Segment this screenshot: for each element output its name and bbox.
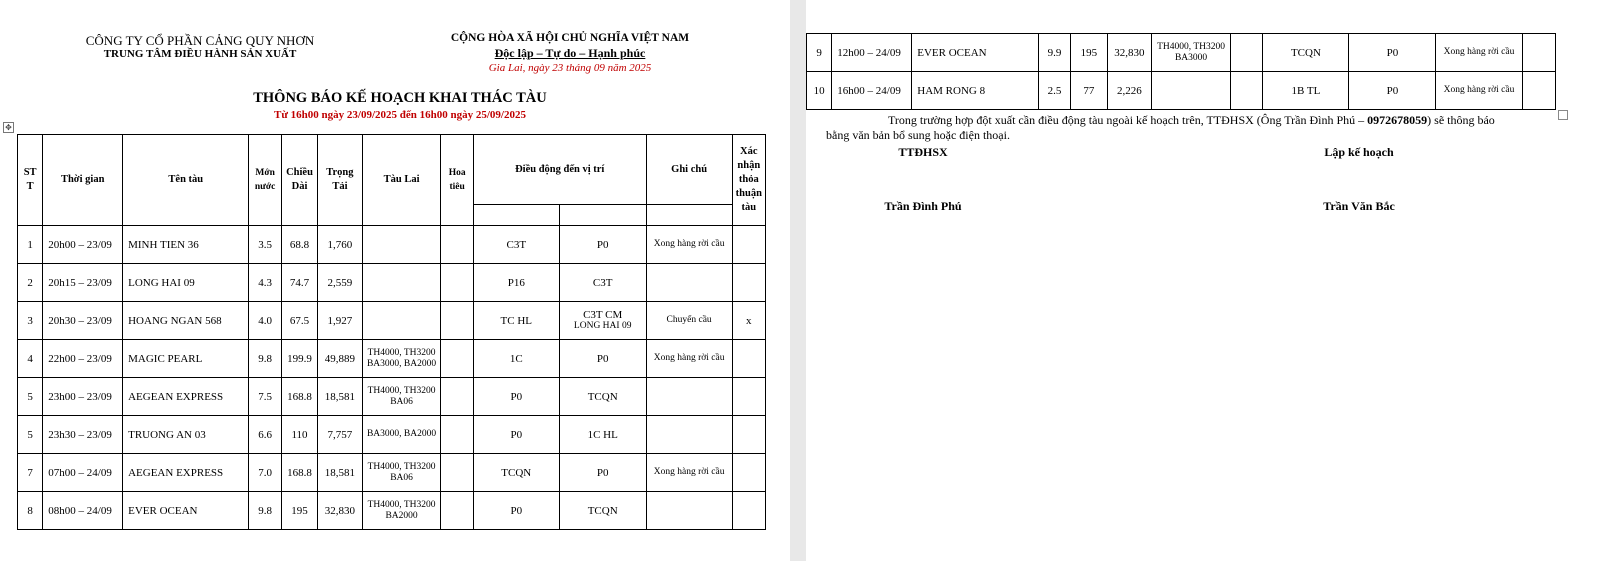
- header-note-sub: [646, 205, 732, 226]
- table-row: [18, 302, 766, 340]
- cell-dwt: 1,760: [318, 226, 362, 264]
- company-name: CÔNG TY CỔ PHẦN CẢNG QUY NHƠN: [85, 33, 315, 48]
- cell-tug: TH4000, TH3200 BA06: [362, 454, 441, 492]
- cell-to: P0: [1349, 72, 1436, 110]
- cell-from: TC HL: [473, 302, 559, 340]
- department-name: TRUNG TÂM ĐIỀU HÀNH SẢN XUẤT: [103, 48, 297, 60]
- cell-dwt: 1,927: [318, 302, 362, 340]
- cell-tug: TH4000, TH3200 BA06: [362, 378, 441, 416]
- table-row: [807, 72, 1556, 110]
- national-header: [430, 31, 710, 75]
- cell-vessel: AEGEAN EXPRESS: [123, 378, 249, 416]
- header-dwt: Trọng Tải: [318, 135, 362, 226]
- header-vessel: Tên tàu: [123, 135, 249, 226]
- signature-left-title: TTĐHSX: [898, 145, 948, 159]
- table-row: [18, 264, 766, 302]
- cell-vessel: MAGIC PEARL: [123, 340, 249, 378]
- document-page-1: [0, 0, 790, 561]
- header-note: Ghi chú: [646, 135, 732, 205]
- cell-confirm: [732, 454, 765, 492]
- header-move-to: [559, 205, 646, 226]
- cell-note: Xong hàng rời cầu: [1436, 34, 1522, 72]
- header-time: Thời gian: [43, 135, 123, 226]
- cell-time: 12h00 – 24/09: [832, 34, 912, 72]
- cell-confirm: x: [732, 302, 765, 340]
- header-length: Chiều Dài: [281, 135, 317, 226]
- cell-time: 22h00 – 23/09: [43, 340, 123, 378]
- cell-to: P0: [559, 226, 646, 264]
- cell-confirm: [1522, 34, 1555, 72]
- cell-to: P0: [559, 454, 646, 492]
- cell-from: P16: [473, 264, 559, 302]
- cell-pilot: [441, 264, 473, 302]
- cell-dwt: 18,581: [318, 454, 362, 492]
- signature-right-name: Trần Văn Bắc: [1323, 199, 1395, 213]
- cell-time: 23h00 – 23/09: [43, 378, 123, 416]
- cell-vessel: HAM RONG 8: [912, 72, 1039, 110]
- cell-draft: 6.6: [249, 416, 281, 454]
- cell-draft: 7.5: [249, 378, 281, 416]
- cell-pilot: [1231, 72, 1263, 110]
- cell-draft: 4.3: [249, 264, 281, 302]
- cell-note: Xong hàng rời cầu: [646, 226, 732, 264]
- note-phone: 0972678059: [1367, 113, 1428, 127]
- cell-tug: BA3000, BA2000: [362, 416, 441, 454]
- cell-stt: 1: [18, 226, 43, 264]
- cell-length: 74.7: [281, 264, 317, 302]
- table-row: [18, 226, 766, 264]
- cell-tug: [362, 302, 441, 340]
- table-row: [18, 492, 766, 530]
- cell-to: TCQN: [559, 378, 646, 416]
- cell-pilot: [441, 492, 473, 530]
- cell-time: 08h00 – 24/09: [43, 492, 123, 530]
- cell-pilot: [441, 302, 473, 340]
- cell-pilot: [441, 226, 473, 264]
- cell-from: P0: [473, 416, 559, 454]
- cell-note: Xong hàng rời cầu: [1436, 72, 1522, 110]
- cell-from: TCQN: [473, 454, 559, 492]
- cell-tug: [1152, 72, 1231, 110]
- cell-draft: 9.8: [249, 340, 281, 378]
- cell-stt: 3: [18, 302, 43, 340]
- cell-time: 20h15 – 23/09: [43, 264, 123, 302]
- cell-length: 199.9: [281, 340, 317, 378]
- cell-length: 68.8: [281, 226, 317, 264]
- cell-vessel: EVER OCEAN: [123, 492, 249, 530]
- table-row: [18, 416, 766, 454]
- cell-from: TCQN: [1263, 34, 1349, 72]
- table-move-handle-icon[interactable]: ✥: [3, 122, 14, 133]
- cell-length: 67.5: [281, 302, 317, 340]
- company-header: [70, 33, 330, 61]
- cell-draft: 9.9: [1038, 34, 1070, 72]
- cell-from: 1C: [473, 340, 559, 378]
- cell-stt: 5: [18, 416, 43, 454]
- cell-draft: 3.5: [249, 226, 281, 264]
- cell-confirm: [1522, 72, 1555, 110]
- cell-from: P0: [473, 492, 559, 530]
- table-row: [18, 454, 766, 492]
- header-move: Điều động đến vị trí: [473, 135, 646, 205]
- cell-to-line2: LONG HAI 09: [573, 321, 632, 331]
- signature-left-name: Trần Đình Phú: [884, 199, 962, 213]
- cell-tug: TH4000, TH3200 BA3000, BA2000: [362, 340, 441, 378]
- cell-vessel: MINH TIEN 36: [123, 226, 249, 264]
- cell-from: 1B TL: [1263, 72, 1349, 110]
- cell-pilot: [1231, 34, 1263, 72]
- cell-stt: 5: [18, 378, 43, 416]
- cell-time: 20h00 – 23/09: [43, 226, 123, 264]
- republic-name: CỘNG HÒA XÃ HỘI CHỦ NGHĨA VIỆT NAM: [450, 32, 690, 44]
- place-date: Gia Lai, ngày 23 tháng 09 năm 2025: [488, 62, 652, 74]
- cell-dwt: 32,830: [318, 492, 362, 530]
- cell-to: [559, 302, 646, 340]
- header-draft: Mớn nước: [249, 135, 281, 226]
- cell-vessel: LONG HAI 09: [123, 264, 249, 302]
- cell-time: 07h00 – 24/09: [43, 454, 123, 492]
- cell-to: 1C HL: [559, 416, 646, 454]
- cell-to-line1: C3T CM: [583, 309, 623, 321]
- cell-length: 77: [1071, 72, 1107, 110]
- cell-confirm: [732, 492, 765, 530]
- cell-dwt: 2,226: [1107, 72, 1152, 110]
- cell-dwt: 7,757: [318, 416, 362, 454]
- table-row: [18, 340, 766, 378]
- cell-pilot: [441, 340, 473, 378]
- cell-vessel: TRUONG AN 03: [123, 416, 249, 454]
- cell-draft: 4.0: [249, 302, 281, 340]
- cell-stt: 7: [18, 454, 43, 492]
- cell-note: [646, 264, 732, 302]
- cell-confirm: [732, 264, 765, 302]
- cell-dwt: 32,830: [1107, 34, 1152, 72]
- cell-to: TCQN: [559, 492, 646, 530]
- cell-from: C3T: [473, 226, 559, 264]
- header-confirm: Xác nhận thỏa thuận tàu: [732, 135, 765, 226]
- cell-length: 110: [281, 416, 317, 454]
- note-text-after: ) sẽ thông báo bằng văn bản bổ sung hoặc điện thoại.: [826, 113, 1495, 142]
- vessel-plan-table: [17, 134, 766, 530]
- document-title: THÔNG BÁO KẾ HOẠCH KHAI THÁC TÀU: [253, 90, 547, 106]
- cell-vessel: HOANG NGAN 568: [123, 302, 249, 340]
- table-row: [807, 34, 1556, 72]
- cell-length: 168.8: [281, 454, 317, 492]
- cell-note: [646, 378, 732, 416]
- cell-dwt: 18,581: [318, 378, 362, 416]
- cell-pilot: [441, 416, 473, 454]
- cell-pilot: [441, 378, 473, 416]
- header-pilot: Hoa tiêu: [441, 135, 473, 226]
- cell-tug: TH4000, TH3200 BA2000: [362, 492, 441, 530]
- cell-draft: 7.0: [249, 454, 281, 492]
- cell-draft: 9.8: [249, 492, 281, 530]
- cell-confirm: [732, 226, 765, 264]
- page-corner-marker: [1558, 110, 1568, 120]
- cell-draft: 2.5: [1038, 72, 1070, 110]
- cell-time: 23h30 – 23/09: [43, 416, 123, 454]
- cell-dwt: 2,559: [318, 264, 362, 302]
- cell-to: P0: [559, 340, 646, 378]
- note-text-before: Trong trường hợp đột xuất cần điều động tàu ngoài kế hoạch trên, TTĐHSX (Ông Trần Đình Phú –: [888, 113, 1368, 127]
- cell-to: P0: [1349, 34, 1436, 72]
- cell-note: [646, 416, 732, 454]
- cell-note: [646, 492, 732, 530]
- table-row: [18, 378, 766, 416]
- cell-stt: 9: [807, 34, 832, 72]
- cell-stt: 8: [18, 492, 43, 530]
- cell-pilot: [441, 454, 473, 492]
- header-move-from: [473, 205, 559, 226]
- cell-stt: 10: [807, 72, 832, 110]
- cell-length: 195: [281, 492, 317, 530]
- cell-time: 20h30 – 23/09: [43, 302, 123, 340]
- cell-note: Xong hàng rời cầu: [646, 454, 732, 492]
- cell-to: C3T: [559, 264, 646, 302]
- cell-confirm: [732, 416, 765, 454]
- cell-vessel: EVER OCEAN: [912, 34, 1039, 72]
- document-page-2: [806, 0, 1600, 561]
- header-stt: ST T: [18, 135, 43, 226]
- cell-tug: [362, 226, 441, 264]
- cell-length: 195: [1071, 34, 1107, 72]
- cell-confirm: [732, 378, 765, 416]
- contingency-note: [826, 113, 1516, 143]
- header-tug: Tàu Lai: [362, 135, 441, 226]
- vessel-plan-table-continued: [806, 33, 1556, 110]
- cell-length: 168.8: [281, 378, 317, 416]
- cell-note: Xong hàng rời cầu: [646, 340, 732, 378]
- cell-tug: TH4000, TH3200 BA3000: [1152, 34, 1231, 72]
- cell-tug: [362, 264, 441, 302]
- document-subtitle: Từ 16h00 ngày 23/09/2025 đến 16h00 ngày 25/09/2025: [273, 109, 526, 121]
- cell-from: P0: [473, 378, 559, 416]
- cell-stt: 4: [18, 340, 43, 378]
- cell-vessel: AEGEAN EXPRESS: [123, 454, 249, 492]
- cell-time: 16h00 – 24/09: [832, 72, 912, 110]
- cell-dwt: 49,889: [318, 340, 362, 378]
- signature-right-title: Lập kế hoạch: [1324, 145, 1394, 159]
- cell-stt: 2: [18, 264, 43, 302]
- cell-note: Chuyển cầu: [646, 302, 732, 340]
- national-motto: Độc lập – Tự do – Hạnh phúc: [494, 46, 646, 60]
- cell-confirm: [732, 340, 765, 378]
